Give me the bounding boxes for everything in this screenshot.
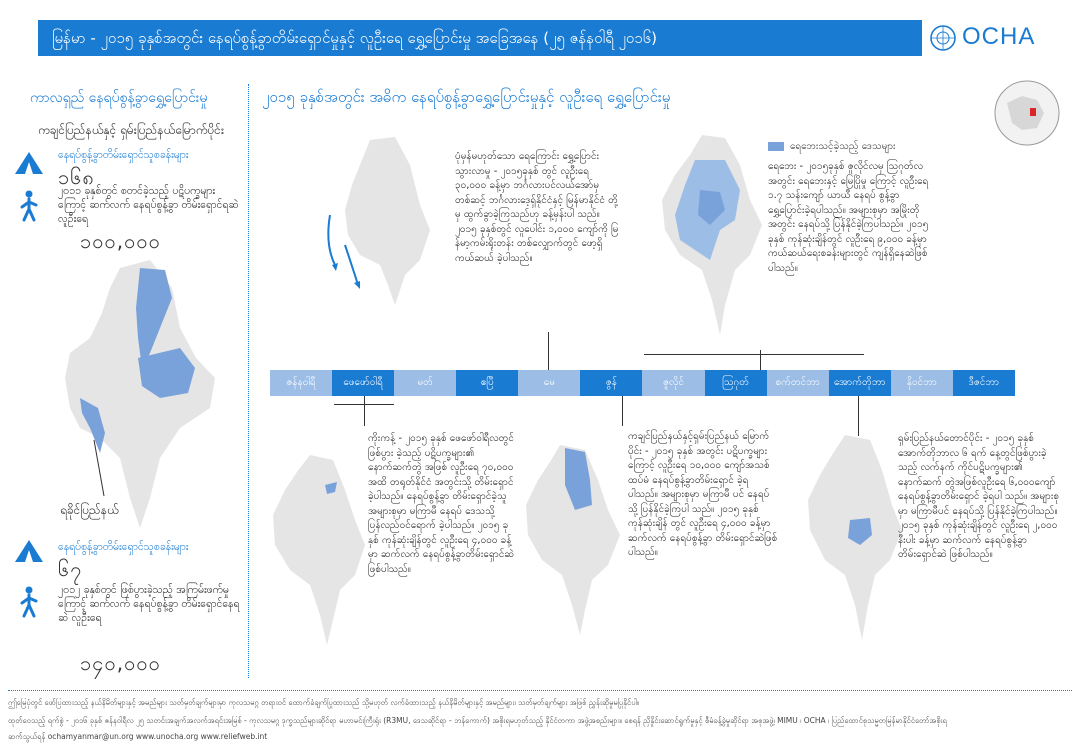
walking-person-icon xyxy=(16,190,42,222)
bottom-camps-label: နေရပ်စွန့်ခွာတိမ်းရှောင်သူစခန်းများ xyxy=(58,541,189,553)
timeline-month: မေ xyxy=(518,370,580,396)
arrow-icon xyxy=(90,438,110,498)
connector-line xyxy=(644,354,864,355)
globe-locator-icon xyxy=(992,78,1062,148)
vertical-divider xyxy=(248,84,249,678)
footer-divider xyxy=(8,690,1072,691)
top-camps-value: ၁၆၈ xyxy=(58,165,95,189)
connector-line xyxy=(548,332,549,370)
timeline-month: ဇွန် xyxy=(580,370,642,396)
map-flood-areas xyxy=(640,130,770,340)
top-camps-label: နေရပ်စွန့်ခွာတိမ်းရှောင်သူစခန်းများ xyxy=(58,149,189,161)
left-panel-title: ကာလရှည် နေရပ်စွန့်ခွာရွှေ့ပြောင်းမှု xyxy=(30,90,208,106)
connector-line xyxy=(622,396,623,426)
timeline-month: ဇန်နဝါရီ xyxy=(270,370,332,396)
legend-label: ရေဘေးသင့်ခဲ့သည့် ဒေသများ xyxy=(790,141,896,152)
page-title: မြန်မာ - ၂၀၁၅ ခုနှစ်အတွင်း နေရပ်စွန့်ခွာတိမ်းရှောင်မှုနှင့် လူဦးရေ ရွှေ့ပြောင်းမှု အခြေအနေ (၂၅ ဇန်နဝါရီ ၂၀၁၆) xyxy=(38,20,922,56)
map-sea-migration xyxy=(300,135,450,315)
legend-swatch xyxy=(768,142,784,151)
left-subtitle-rakhine: ရခိုင်ပြည်နယ် xyxy=(60,503,119,517)
walking-person-icon xyxy=(16,586,42,618)
timeline-month: အောက်တိုဘာ xyxy=(829,370,891,396)
connector-line xyxy=(364,396,365,426)
footer-contact: ဆက်သွယ်ရန် ochamyanmar@un.org www.unocha.org www.reliefweb.int xyxy=(8,732,268,741)
note-kachin-shan: ကချင်ပြည်နယ်နှင့်ရှမ်းပြည်နယ် မြောက်ပိုင်း - ၂၀၁၅ ခုနှစ် အတွင်း ပဋိပက္ခများကြောင့် လူဦးရေ ၁၀,၀၀၀ ကျော်အသစ် ထပ်မံ နေရပ်စွန့်ခွာတိမ်းရှောင် ခဲ့ရပါသည်။ အများစုမှာ မကြာမီ ပင် နေရပ်သို့ ပြန်နိုင်ခဲ့ကြပါ သည်။ ၂၀၁၅ ခုနှစ် ကုန်ဆုံးချိန် တွင် လူဦးရေ ၄,၀၀၀ ခန့်မှာ ဆက်လက် နေရပ်စွန့်ခွာ တိမ်းရှောင်ဆဲဖြစ်ပါသည်။ xyxy=(628,431,778,558)
main-title: ၂၀၁၅ ခုနှစ်အတွင်း အဓိက နေရပ်စွန့်ခွာရွှေ့ပြောင်းမှုနှင့် လူဦးရေ ရွှေ့ပြောင်းမှု xyxy=(262,88,671,106)
ocha-logo-text: OCHA xyxy=(962,23,1036,50)
timeline-month: မတ် xyxy=(394,370,456,396)
note-southern-shan: ရှမ်းပြည်နယ်တောင်ပိုင်း - ၂၀၁၅ ခုနှစ် အောက်တိုဘာလ ၆ ရက် နေ့တွင်ဖြစ်ပွားခဲ့သည့် လက်နက် ကိုင်ပဋိပက္ခများ၏ နောက်ဆက် တွဲအဖြစ်လူဦးရေ ၆,၀၀၀ကျော် နေရပ်စွန့်ခွာတိမ်းရှောင် ခဲ့ရပါ သည်။ အများစုမှာ မကြာမီပင် နေရပ်သို့ ပြန်နိုင်ခဲ့ကြပါသည်။ ၂၀၁၅ ခုနှစ် ကုန်ဆုံးချိန်တွင် လူဦးရေ ၂,၀၀၀ နီးပါး ခန့်မှာ ဆက်လက် နေရပ်စွန့်ခွာ တိမ်းရှောင်ဆဲ ဖြစ်ပါသည်။ xyxy=(898,433,1060,560)
myanmar-map-left xyxy=(10,258,248,528)
bottom-people-label: ၂၀၁၂ ခုနှစ်တွင် ဖြစ်ပွားခဲ့သည့် အကြမ်းဖက်မှုကြောင့် ဆက်လက် နေရပ်စွန့်ခွာ တိမ်းရှောင်နေရဆဲ လူဦးရေ xyxy=(58,584,240,624)
timeline-month: ဩဂုတ် xyxy=(705,370,767,396)
timeline-month: ဒီဇင်ဘာ xyxy=(953,370,1015,396)
timeline-month: နိုဝင်ဘာ xyxy=(891,370,953,396)
timeline-month: ဧပြီ xyxy=(456,370,518,396)
note-sea-migration: ပုံမှန်မဟုတ်သော ရေကြောင်း ရွှေ့ပြောင်းသွားလာမှု - ၂၀၁၅ခုနှစ် တွင် လူဦးရေ ၃၀,၀၀၀ ခန့်မှာ ဘင်္ဂလားပင်လယ်အော်မှတစ်ဆင့် ဘင်္ဂလားဒေ့ရှ်နိုင်ငံနှင့် မြန်မာနိုင်ငံ တို့မှ ထွက်ခွာခဲ့ကြသည်ဟု ခန့်မှန်းပါ သည်။ ၂၀၁၅ ခုနှစ်တွင် လူပေါင်း ၁,၀၀၀ ကျော်ကို မြန်မာ့ကမ်းရိုးတန်း တစ်လျှောက်တွင် ဖော့ရှိကယ်ဆယ် ခဲ့ပါသည်။ xyxy=(455,151,619,264)
tent-icon xyxy=(14,150,44,176)
tent-icon xyxy=(14,538,44,564)
map-kokang xyxy=(255,450,375,650)
un-emblem-icon xyxy=(928,23,958,53)
footer-sources: ထုတ်ဝေသည့် ရက်စွဲ - ၂၀၁၆ ခုနှစ် ဇန်နဝါရီလ ၂၅ သတင်းအချက်အလက်အရင်းအမြစ် - ကုလသမဂ္ဂ ဒုက္ခသည်များဆိုင်ရာ မဟာမင်းကြီးရုံး (R3MU, ဒေသဆိုင်ရာ - ဘန်ကောက်) အစိုးရမဟုတ်သည့် နိုင်ငံတကာ အဖွဲ့အစည်းများ။ စေရန် ညှိနှိုင်းဆောင်ရွက်မှုနှင့် စီမံခန့်ခွဲမှုဆိုင်ရာ အစုအဖွဲ့၊ MIMU ၊ OCHA ၊ ပြည်ထောင်စုသမ္မတမြန်မာနိုင်ငံတော်အစိုးရ xyxy=(8,716,947,725)
ocha-logo xyxy=(928,22,1068,54)
timeline-bar xyxy=(270,370,1015,396)
top-people-label: ၂၀၁၁ ခုနှစ်တွင် စတင်ခဲ့သည့် ပဋိပက္ခများကြောင့် ဆက်လက် နေရပ်စွန့်ခွာ တိမ်းရှောင်ရဆဲ လူဦးရေ xyxy=(58,185,239,225)
timeline-month: ဇူလိုင် xyxy=(642,370,704,396)
connector-line xyxy=(760,350,761,370)
bottom-camps-value: ၆၇ xyxy=(58,557,83,581)
timeline-month: ဖေဖော်ဝါရီ xyxy=(332,370,394,396)
note-kokang: ကိုးကန့် - ၂၀၁၅ ခုနှစ် ဖေဖော်ဝါရီလတွင် ဖြစ်ပွား ခဲ့သည့် ပဋိပက္ခများ၏ နောက်ဆက်တွဲ အဖြစ် လူဦးရေ ၇၀,၀၀၀ အထိ တရုတ်နိုင်ငံ အတွင်းသို့ တိမ်းရှောင်ခဲ့ပါသည်။ နေရပ်စွန့်ခွာ တိမ်းရှောင်ခဲ့သူ အများစုမှာ မကြာမီ နေရပ် ဒေသသို့ ပြန်လည်ဝင်ရောက် ခဲ့ပါသည်။ ၂၀၁၅ ခုနှစ် ကုန်ဆုံးချိန်တွင် လူဦးရေ ၄,၀၀၀ ခန့်မှာ ဆက်လက် နေရပ်စွန့်ခွာတိမ်းရှောင်ဆဲ ဖြစ်ပါသည်။ xyxy=(368,433,515,575)
header xyxy=(0,0,1080,72)
footer-disclaimer: ဤမြေပုံတွင် ဖော်ပြထားသည့် နယ်နိမိတ်များနှင့် အမည်များ သတ်မှတ်ချက်များမှာ ကုလသမဂ္ဂ တရားဝင် ထောက်ခံချက်ပြုထားသည် သို့မဟုတ် လက်ခံထားသည့် နယ်နိမိတ်များနှင့် အမည်များ၊ သတ်မှတ်ချက်များ အဖြစ် ညွှန်းဆိုမှုမပြုနိုင်ပါ။ xyxy=(8,698,640,707)
footer xyxy=(0,690,1080,750)
left-subtitle-kachin: ကချင်ပြည်နယ်နှင့် ရှမ်းပြည်နယ်မြောက်ပိုင်း xyxy=(38,123,224,137)
note-flood: ရေဘေး - ၂၀၁၅ခုနှစ် ဇူလိုင်လမှ ဩဂုတ်လအတွင်း ရေဘေးနှင့် မြေပြိုမှု ကြောင့် လူဦးရေ ၁.၇ သန်းကျော် ယာယီ နေရပ် စွန့်ခွာရွှေ့ပြောင်းခဲ့ရပါသည်။ အများစုမှာ အမြိုးတိုအတွင်း နေရပ်သို့ ပြန်နိုင်ခဲ့ကြပါသည်။ ၂၀၁၅ ခုနှစ် ကုန်ဆုံးချိန်တွင် လူဦးရေ ၉,၀၀၀ ခန့်မှာ ကယ်ဆယ်ရေးစခန်းများတွင် ကျန်ရှိနေဆဲဖြစ်ပါသည်။ xyxy=(768,161,929,274)
left-panel xyxy=(10,78,248,682)
timeline-month: စက်တင်ဘာ xyxy=(767,370,829,396)
map-southern-shan xyxy=(790,430,910,650)
map-kachin-shan xyxy=(510,440,630,640)
bottom-people-value: ၁၄၀,၀၀၀ xyxy=(80,651,161,675)
top-people-value: ၁၀၀,၀၀၀ xyxy=(80,229,161,253)
